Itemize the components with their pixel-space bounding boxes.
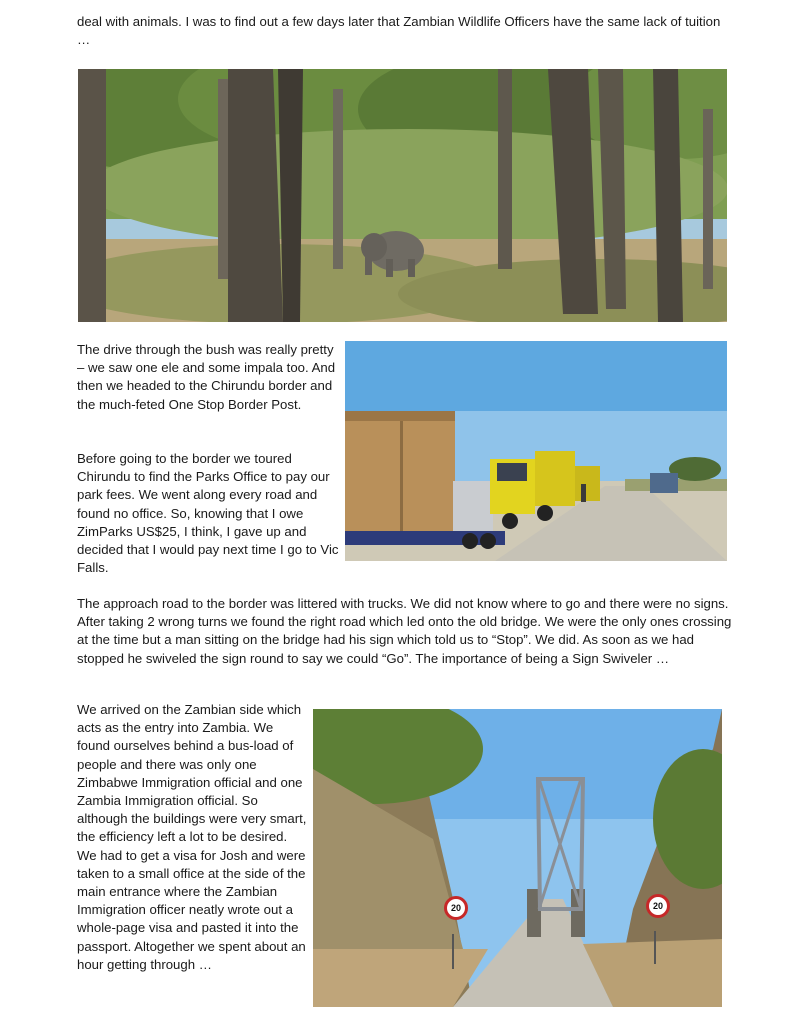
speed-limit-sign-left: [444, 896, 468, 920]
drive-paragraph: The drive through the bush was really pretty – we saw one ele and some impala too. And then we headed to the Chirundu border and the much-feted One Stop Border Post.: [77, 342, 336, 412]
bridge-photo: [313, 709, 722, 1007]
zambian-side-paragraph: We arrived on the Zambian side which acts as the entry into Zambia. We found ourselves behind a bus-load of people and there was only one Zimbabwe Immigration official and one Zambia Immigration official. So although the buildings were very smart, the efficiency left a lot to be desired. We had to get a visa for Josh and were taken to a small office at the side of the main entrance where the Zambian Immigration officer neatly wrote out a whole-page visa and pasted it into the passport. Altogether we spent about an hour getting through …: [77, 702, 307, 972]
intro-paragraph: deal with animals. I was to find out a few days later that Zambian Wildlife Officers have the same lack of tuition …: [77, 14, 721, 48]
speed-limit-sign-right: [646, 894, 670, 918]
parks-office-paragraph: Before going to the border we toured Chirundu to find the Parks Office to pay our park fees. We went along every road and found no office. So, knowing that I owe ZimParks US$25, I think, I gave up and decided that I would pay next time I go to Vic Falls.: [77, 451, 339, 576]
trucks-photo: [345, 341, 727, 561]
speed-limit-right-label: 20: [652, 901, 663, 911]
elephant-photo: [78, 69, 727, 322]
approach-road-paragraph: The approach road to the border was littered with trucks. We did not know where to go and there were no signs. After taking 2 wrong turns we found the right road which led onto the old bridge. We were the only ones crossing at the time but a man sitting on the bridge had his sign which told us to “Stop”. We did. As soon as we had stopped he swiveled the sign round to say we could “Go”. The importance of being a Sign Swiveler …: [77, 596, 732, 666]
speed-limit-left-label: 20: [450, 903, 461, 913]
